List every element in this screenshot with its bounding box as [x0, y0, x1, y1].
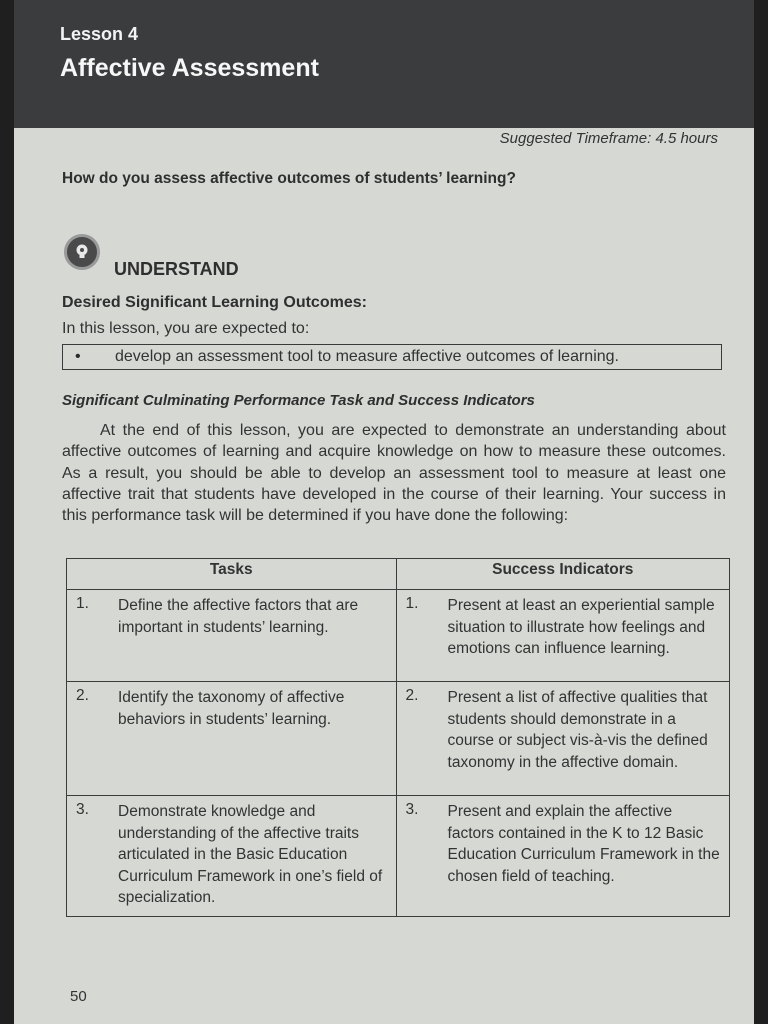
outcomes-heading: Desired Significant Learning Outcomes: — [62, 294, 367, 311]
page-number: 50 — [70, 988, 87, 1005]
outcomes-intro: In this lesson, you are expected to: — [62, 320, 310, 337]
indicator-number: 1. — [405, 595, 419, 612]
table-row — [67, 796, 730, 917]
indicator-text: Present at least an experiential sample situation to illustrate how feelings and emotions can influence learning. — [447, 597, 715, 657]
indicator-cell — [396, 796, 729, 917]
book-page — [14, 0, 754, 1024]
table-row — [67, 682, 730, 796]
indicator-number: 2. — [405, 687, 419, 704]
tasks-header: Tasks — [67, 559, 397, 590]
indicator-cell — [396, 682, 729, 796]
indicator-text: Present and explain the affective factors contained in the K to 12 Basic Education Curriculum Framework in the chosen field of teaching. — [447, 803, 720, 885]
paragraph-text: At the end of this lesson, you are expected to demonstrate an understanding about affective outcomes of learning and acquire knowledge on how to measure these outcomes. As a result, you should be able to develop an assessment tool to measure at least one affective trait that students have developed in the course of their learning. Your success in this performance task will be determined if you have done the following: — [62, 422, 726, 525]
performance-paragraph — [62, 420, 726, 526]
task-cell — [67, 796, 397, 917]
section-title: UNDERSTAND — [114, 259, 239, 279]
task-number: 2. — [76, 687, 89, 704]
indicator-cell — [396, 590, 729, 682]
task-text: Demonstrate knowledge and understanding of the affective traits articulated in the Basic Education Curriculum Framework in one’s field of specialization. — [118, 803, 383, 906]
table-row — [67, 590, 730, 682]
indicator-number: 3. — [405, 801, 419, 818]
outcome-box — [62, 344, 722, 370]
performance-heading: Significant Culminating Performance Task and Success Indicators — [62, 392, 535, 409]
tasks-table — [66, 558, 730, 917]
lightbulb-icon — [64, 234, 100, 270]
guide-question: How do you assess affective outcomes of students’ learning? — [62, 170, 516, 187]
lesson-title: Affective Assessment — [60, 54, 319, 82]
task-cell — [67, 682, 397, 796]
task-number: 3. — [76, 801, 89, 818]
table-header-row — [67, 559, 730, 590]
lesson-header-band — [14, 0, 754, 128]
outcome-item: develop an assessment tool to measure affective outcomes of learning. — [115, 348, 619, 365]
task-number: 1. — [76, 595, 89, 612]
task-cell — [67, 590, 397, 682]
indicator-text: Present a list of affective qualities that students should demonstrate in a course or subject vis-à-vis the defined taxonomy in the affective domain. — [447, 689, 708, 771]
lesson-number: Lesson 4 — [60, 24, 139, 44]
task-text: Identify the taxonomy of affective behaviors in students’ learning. — [118, 689, 345, 728]
bullet: • — [75, 348, 81, 365]
task-text: Define the affective factors that are important in students’ learning. — [118, 597, 359, 636]
suggested-timeframe: Suggested Timeframe: 4.5 hours — [499, 130, 718, 147]
indicators-header: Success Indicators — [396, 559, 729, 590]
